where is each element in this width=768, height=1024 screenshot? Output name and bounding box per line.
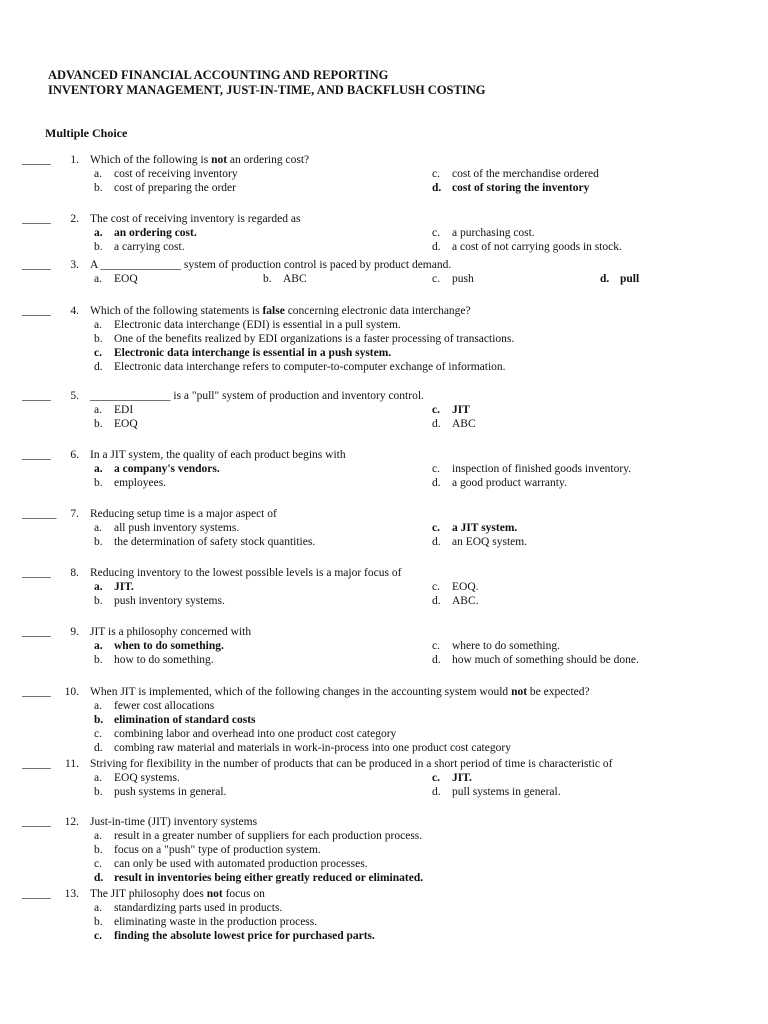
option-letter: b.: [94, 714, 104, 726]
answer-blank[interactable]: ______: [22, 508, 57, 520]
option-letter: c.: [432, 772, 440, 784]
question-stem: [90, 685, 590, 699]
option-letter: d.: [432, 786, 441, 798]
option-b[interactable]: [94, 594, 225, 608]
option-a[interactable]: [94, 771, 180, 785]
question-13: [0, 887, 768, 943]
question-stem: [90, 507, 277, 521]
option-letter: c.: [94, 930, 102, 942]
question-stem: [90, 887, 265, 901]
option-letter: a.: [94, 700, 102, 712]
option-text: EDI: [114, 404, 134, 416]
option-text: a good product warranty.: [452, 477, 567, 489]
question-stem: [90, 757, 612, 771]
question-stem-row: [0, 258, 768, 272]
option-a[interactable]: [94, 829, 422, 843]
question-stem: [90, 448, 346, 462]
answer-blank[interactable]: _____: [22, 567, 51, 579]
option-row: [0, 346, 768, 360]
option-letter: b.: [94, 333, 103, 345]
option-text: all push inventory systems.: [114, 522, 240, 534]
option-d[interactable]: [94, 360, 506, 374]
option-c[interactable]: [94, 346, 391, 360]
question-number: 7.: [70, 508, 79, 520]
option-letter: a.: [94, 830, 102, 842]
option-row: [0, 639, 768, 653]
question-number: 13.: [64, 888, 79, 900]
option-letter: b.: [94, 844, 103, 856]
option-text: an ordering cost.: [114, 227, 197, 239]
option-row: [0, 771, 768, 785]
option-text: where to do something.: [452, 640, 560, 652]
option-row: [0, 521, 768, 535]
option-a[interactable]: [94, 521, 239, 535]
option-row: [0, 915, 768, 929]
option-c[interactable]: [432, 272, 474, 286]
option-row: [0, 653, 768, 667]
question-stem-row: [0, 448, 768, 462]
option-letter: d.: [432, 418, 441, 430]
option-d[interactable]: [600, 272, 639, 286]
stem-text: The cost of receiving inventory is regarded as: [90, 213, 301, 225]
option-letter: b.: [94, 418, 103, 430]
answer-blank[interactable]: _____: [22, 154, 51, 166]
option-text: finding the absolute lowest price for purchased parts.: [114, 930, 375, 942]
option-letter: c.: [94, 347, 102, 359]
stem-text: ______________ is a "pull" system of production and inventory control.: [90, 390, 424, 402]
option-row: [0, 272, 768, 286]
stem-text: In a JIT system, the quality of each product begins with: [90, 449, 346, 461]
option-text: cost of storing the inventory: [452, 182, 590, 194]
option-text: a purchasing cost.: [452, 227, 535, 239]
question-1: [0, 153, 768, 195]
answer-blank[interactable]: _____: [22, 259, 51, 271]
question-number: 5.: [70, 390, 79, 402]
option-text: elimination of standard costs: [114, 714, 256, 726]
option-text: how much of something should be done.: [452, 654, 639, 666]
option-a[interactable]: [94, 580, 134, 594]
option-text: EOQ.: [452, 581, 479, 593]
option-c[interactable]: [432, 521, 517, 535]
question-stem-row: [0, 757, 768, 771]
option-text: combining labor and overhead into one product cost category: [114, 728, 397, 740]
option-c[interactable]: [432, 639, 560, 653]
question-9: [0, 625, 768, 667]
option-a[interactable]: [94, 403, 133, 417]
option-text: employees.: [114, 477, 167, 489]
option-text: ABC: [452, 418, 476, 430]
option-text: JIT.: [452, 772, 472, 784]
option-row: [0, 167, 768, 181]
option-letter: d.: [432, 182, 442, 194]
option-row: [0, 240, 768, 254]
option-row: [0, 929, 768, 943]
option-text: standardizing parts used in products.: [114, 902, 283, 914]
question-2: [0, 212, 768, 254]
option-letter: c.: [432, 522, 440, 534]
question-stem: [90, 153, 309, 167]
option-c[interactable]: [94, 929, 375, 943]
option-c[interactable]: [432, 167, 599, 181]
option-text: push systems in general.: [114, 786, 227, 798]
option-letter: c.: [432, 463, 440, 475]
option-text: combing raw material and materials in work-in-process into one product cost category: [114, 742, 511, 754]
answer-blank[interactable]: _____: [22, 686, 51, 698]
option-letter: b.: [94, 182, 103, 194]
question-stem-row: [0, 887, 768, 901]
option-letter: d.: [432, 536, 441, 548]
stem-text: The JIT philosophy does: [90, 888, 207, 900]
option-c[interactable]: [432, 462, 631, 476]
option-c[interactable]: [94, 727, 396, 741]
option-text: inspection of finished goods inventory.: [452, 463, 632, 475]
option-text: push inventory systems.: [114, 595, 225, 607]
option-d[interactable]: [432, 535, 527, 549]
stem-text: JIT is a philosophy concerned with: [90, 626, 252, 638]
question-3: [0, 258, 768, 286]
question-stem: [90, 304, 471, 318]
option-text: the determination of safety stock quantities.: [114, 536, 316, 548]
option-letter: d.: [432, 241, 441, 253]
question-number: 3.: [70, 259, 79, 271]
answer-blank[interactable]: _____: [22, 449, 51, 461]
option-letter: a.: [94, 168, 102, 180]
question-7: [0, 507, 768, 549]
answer-blank[interactable]: _____: [22, 305, 51, 317]
option-row: [0, 332, 768, 346]
option-a[interactable]: [94, 272, 138, 286]
option-row: [0, 535, 768, 549]
option-text: One of the benefits realized by EDI organizations is a faster processing of transactions.: [114, 333, 515, 345]
option-b[interactable]: [94, 535, 315, 549]
option-letter: a.: [94, 404, 102, 416]
option-a[interactable]: [94, 699, 214, 713]
answer-blank[interactable]: _____: [22, 888, 51, 900]
option-d[interactable]: [432, 240, 622, 254]
question-stem: [90, 389, 424, 403]
option-a[interactable]: [94, 462, 220, 476]
option-text: JIT.: [114, 581, 134, 593]
option-letter: b.: [263, 273, 272, 285]
option-row: [0, 580, 768, 594]
question-stem-row: [0, 153, 768, 167]
answer-blank[interactable]: _____: [22, 758, 51, 770]
question-stem-row: [0, 625, 768, 639]
option-text: can only be used with automated production processes.: [114, 858, 368, 870]
question-number: 2.: [70, 213, 79, 225]
stem-text: Which of the following statements is: [90, 305, 263, 317]
option-a[interactable]: [94, 639, 224, 653]
option-c[interactable]: [94, 857, 368, 871]
option-letter: d.: [432, 654, 441, 666]
option-c[interactable]: [432, 580, 479, 594]
answer-blank[interactable]: _____: [22, 626, 51, 638]
option-row: [0, 476, 768, 490]
option-text: JIT: [452, 404, 470, 416]
option-text: push: [452, 273, 474, 285]
question-number: 8.: [70, 567, 79, 579]
stem-text: an ordering cost?: [227, 154, 310, 166]
option-text: result in inventories being either greatly reduced or eliminated.: [114, 872, 424, 884]
option-text: cost of the merchandise ordered: [452, 168, 599, 180]
option-letter: b.: [94, 595, 103, 607]
stem-emphasis: not: [511, 686, 528, 698]
option-text: result in a greater number of suppliers for each production process.: [114, 830, 423, 842]
option-row: [0, 417, 768, 431]
option-b[interactable]: [94, 653, 214, 667]
stem-text: Just-in-time (JIT) inventory systems: [90, 816, 258, 828]
option-a[interactable]: [94, 901, 282, 915]
option-row: [0, 741, 768, 755]
question-stem-row: [0, 566, 768, 580]
option-letter: a.: [94, 463, 103, 475]
option-text: Electronic data interchange (EDI) is essential in a pull system.: [114, 319, 401, 331]
stem-text: Which of the following is: [90, 154, 212, 166]
option-row: [0, 713, 768, 727]
option-letter: b.: [94, 536, 103, 548]
option-letter: a.: [94, 227, 103, 239]
option-b[interactable]: [94, 417, 138, 431]
question-stem-row: [0, 389, 768, 403]
option-text: cost of preparing the order: [114, 182, 236, 194]
question-5: [0, 389, 768, 431]
option-row: [0, 699, 768, 713]
option-b[interactable]: [94, 915, 317, 929]
option-row: [0, 181, 768, 195]
option-letter: d.: [94, 872, 104, 884]
option-row: [0, 318, 768, 332]
option-letter: a.: [94, 772, 102, 784]
option-d[interactable]: [432, 594, 479, 608]
option-text: how to do something.: [114, 654, 214, 666]
option-d[interactable]: [432, 417, 476, 431]
question-4: [0, 304, 768, 374]
option-letter: b.: [94, 916, 103, 928]
question-stem: [90, 258, 451, 272]
question-number: 4.: [70, 305, 79, 317]
option-text: EOQ: [114, 273, 138, 285]
stem-text: Reducing setup time is a major aspect of: [90, 508, 277, 520]
option-b[interactable]: [94, 713, 256, 727]
question-11: [0, 757, 768, 799]
option-letter: d.: [600, 273, 610, 285]
answer-blank[interactable]: _____: [22, 390, 51, 402]
option-text: EOQ: [114, 418, 138, 430]
question-stem-row: [0, 815, 768, 829]
option-text: cost of receiving inventory: [114, 168, 238, 180]
question-12: [0, 815, 768, 885]
question-number: 11.: [65, 758, 79, 770]
stem-emphasis: not: [206, 888, 223, 900]
option-row: [0, 360, 768, 374]
question-8: [0, 566, 768, 608]
option-a[interactable]: [94, 226, 197, 240]
answer-blank[interactable]: _____: [22, 816, 51, 828]
question-stem: [90, 566, 401, 580]
option-text: EOQ systems.: [114, 772, 180, 784]
option-row: [0, 785, 768, 799]
option-row: [0, 829, 768, 843]
option-letter: a.: [94, 581, 103, 593]
option-d[interactable]: [432, 785, 561, 799]
option-text: when to do something.: [114, 640, 224, 652]
option-letter: c.: [94, 728, 102, 740]
stem-text: A ______________ system of production control is paced by product demand.: [90, 259, 452, 271]
option-c[interactable]: [432, 403, 470, 417]
option-letter: c.: [432, 404, 440, 416]
option-row: [0, 857, 768, 871]
option-letter: c.: [432, 581, 440, 593]
option-b[interactable]: [94, 332, 514, 346]
option-row: [0, 403, 768, 417]
option-letter: d.: [432, 477, 441, 489]
option-text: a cost of not carrying goods in stock.: [452, 241, 622, 253]
option-c[interactable]: [432, 771, 472, 785]
question-stem-row: [0, 685, 768, 699]
question-stem: [90, 815, 257, 829]
option-letter: b.: [94, 477, 103, 489]
option-b[interactable]: [94, 843, 321, 857]
option-c[interactable]: [432, 226, 535, 240]
question-10: [0, 685, 768, 755]
option-letter: c.: [432, 227, 440, 239]
document-subtitle: INVENTORY MANAGEMENT, JUST-IN-TIME, AND BACKFLUSH COSTING: [48, 83, 486, 97]
option-text: ABC.: [452, 595, 479, 607]
question-stem: [90, 212, 300, 226]
question-number: 9.: [70, 626, 79, 638]
question-stem: [90, 625, 251, 639]
option-row: [0, 594, 768, 608]
option-letter: a.: [94, 640, 103, 652]
option-row: [0, 727, 768, 741]
question-stem-row: [0, 212, 768, 226]
option-text: fewer cost allocations: [114, 700, 215, 712]
option-b[interactable]: [94, 785, 226, 799]
option-letter: c.: [432, 640, 440, 652]
option-row: [0, 843, 768, 857]
option-letter: d.: [94, 361, 103, 373]
option-text: ABC: [283, 273, 307, 285]
option-b[interactable]: [263, 272, 307, 286]
stem-emphasis: false: [262, 305, 285, 317]
option-text: focus on a "push" type of production system.: [114, 844, 321, 856]
option-letter: d.: [94, 742, 103, 754]
question-6: [0, 448, 768, 490]
option-d[interactable]: [432, 476, 567, 490]
option-text: a company's vendors.: [114, 463, 220, 475]
option-b[interactable]: [94, 476, 166, 490]
option-b[interactable]: [94, 181, 236, 195]
option-row: [0, 871, 768, 885]
option-row: [0, 901, 768, 915]
option-letter: c.: [432, 168, 440, 180]
option-text: a JIT system.: [452, 522, 518, 534]
option-text: eliminating waste in the production process.: [114, 916, 318, 928]
stem-emphasis: not: [211, 154, 228, 166]
option-row: [0, 462, 768, 476]
option-letter: a.: [94, 273, 102, 285]
answer-blank[interactable]: _____: [22, 213, 51, 225]
stem-text: focus on: [222, 888, 265, 900]
document-title: ADVANCED FINANCIAL ACCOUNTING AND REPORTING: [48, 68, 389, 82]
question-number: 1.: [70, 154, 79, 166]
option-letter: a.: [94, 319, 102, 331]
option-text: an EOQ system.: [452, 536, 528, 548]
question-number: 6.: [70, 449, 79, 461]
option-letter: b.: [94, 786, 103, 798]
stem-text: be expected?: [527, 686, 590, 698]
option-letter: c.: [432, 273, 440, 285]
stem-text: concerning electronic data interchange?: [284, 305, 471, 317]
stem-text: When JIT is implemented, which of the following changes in the accounting system would: [90, 686, 512, 698]
stem-text: Reducing inventory to the lowest possible levels is a major focus of: [90, 567, 402, 579]
option-text: a carrying cost.: [114, 241, 185, 253]
option-text: Electronic data interchange is essential in a push system.: [114, 347, 392, 359]
option-text: Electronic data interchange refers to computer-to-computer exchange of information.: [114, 361, 506, 373]
option-a[interactable]: [94, 318, 401, 332]
option-text: pull systems in general.: [452, 786, 561, 798]
option-letter: b.: [94, 654, 103, 666]
option-b[interactable]: [94, 240, 185, 254]
option-letter: c.: [94, 858, 102, 870]
option-d[interactable]: [432, 653, 639, 667]
section-title: Multiple Choice: [45, 126, 128, 140]
option-letter: a.: [94, 522, 102, 534]
question-number: 12.: [64, 816, 79, 828]
option-letter: b.: [94, 241, 103, 253]
option-d[interactable]: [432, 181, 589, 195]
stem-text: Striving for flexibility in the number of products that can be produced in a short period of time is characteristic of: [90, 758, 613, 770]
question-number: 10.: [64, 686, 79, 698]
option-a[interactable]: [94, 167, 238, 181]
option-row: [0, 226, 768, 240]
question-stem-row: [0, 507, 768, 521]
option-letter: d.: [432, 595, 441, 607]
option-d[interactable]: [94, 871, 423, 885]
option-text: pull: [620, 273, 640, 285]
option-letter: a.: [94, 902, 102, 914]
option-d[interactable]: [94, 741, 511, 755]
question-stem-row: [0, 304, 768, 318]
